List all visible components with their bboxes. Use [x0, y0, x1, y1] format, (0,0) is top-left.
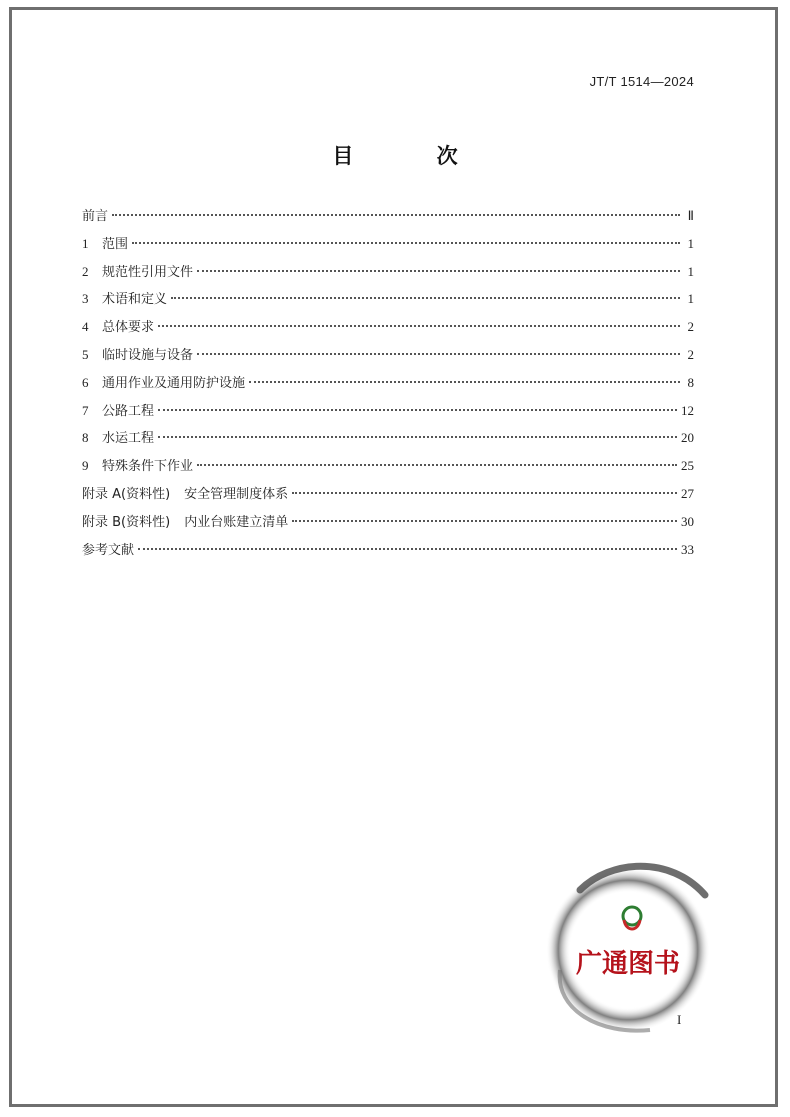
toc-leader-dots [197, 270, 680, 272]
toc-leader-dots [171, 297, 680, 299]
toc-entry-page: 1 [687, 263, 694, 279]
standard-code: JT/T 1514—2024 [589, 74, 694, 89]
toc-entry-number: 9 [82, 458, 89, 474]
toc-entry-page: Ⅱ [687, 208, 694, 223]
toc-entry-number: 6 [82, 374, 89, 390]
toc-entry[interactable] [82, 397, 694, 425]
toc-leader-dots [132, 242, 680, 244]
toc-entry[interactable] [82, 424, 694, 452]
toc-entry-page: 33 [681, 541, 694, 557]
toc-entry[interactable] [82, 202, 694, 230]
toc-leader-dots [249, 381, 680, 383]
toc-entry-number: 4 [82, 319, 89, 335]
toc-leader-dots [138, 548, 677, 550]
toc-entry[interactable] [82, 258, 694, 286]
toc-leader-dots [158, 436, 677, 438]
toc-entry-title: 总体要求 [102, 320, 155, 336]
toc-entry-subtitle: 内业台账建立清单 [184, 514, 289, 530]
table-of-contents [82, 202, 694, 563]
toc-entry-page: 2 [687, 346, 694, 362]
toc-entry-page: 1 [687, 291, 694, 307]
toc-entry-number: 5 [82, 346, 89, 362]
toc-entry-number: 7 [82, 402, 89, 418]
toc-entry-title: 水运工程 [102, 431, 155, 447]
toc-entry[interactable] [82, 341, 694, 369]
toc-leader-dots [292, 520, 677, 522]
toc-entry-title: 参考文献 [82, 542, 135, 558]
toc-leader-dots [158, 409, 677, 411]
toc-entry[interactable] [82, 508, 694, 536]
toc-entry-number: 8 [82, 430, 89, 446]
toc-entry-number: 1 [82, 235, 89, 251]
toc-entry-title: 前言 [82, 209, 109, 224]
toc-entry-title: 特殊条件下作业 [102, 459, 194, 475]
toc-entry-title: 规范性引用文件 [102, 264, 194, 280]
toc-entry[interactable] [82, 536, 694, 564]
toc-entry-subtitle: 安全管理制度体系 [184, 486, 289, 502]
toc-entry[interactable] [82, 285, 694, 313]
toc-entry-title: 附录 B(资料性) [82, 514, 171, 530]
seal-text: 广通图书 [575, 949, 681, 979]
toc-leader-dots [197, 353, 680, 355]
toc-entry-title: 通用作业及通用防护设施 [102, 375, 246, 391]
toc-leader-dots [158, 325, 680, 327]
toc-entry-title: 术语和定义 [102, 292, 168, 308]
toc-entry-page: 27 [681, 485, 694, 501]
toc-entry-title: 范围 [102, 236, 129, 252]
toc-entry[interactable] [82, 452, 694, 480]
toc-entry[interactable] [82, 369, 694, 397]
toc-entry-page: 25 [681, 458, 694, 474]
toc-entry-page: 8 [687, 374, 694, 390]
toc-entry[interactable] [82, 480, 694, 508]
toc-entry-title: 附录 A(资料性) [82, 486, 171, 502]
page-title: 目 次 [332, 144, 496, 168]
toc-entry-title: 公路工程 [102, 403, 155, 419]
toc-entry-number: 2 [82, 263, 89, 279]
publisher-seal [540, 850, 720, 1040]
toc-entry[interactable] [82, 313, 694, 341]
toc-entry-page: 12 [681, 402, 694, 418]
toc-entry-page: 20 [681, 430, 694, 446]
toc-entry-page: 30 [681, 513, 694, 529]
toc-entry-title: 临时设施与设备 [102, 347, 194, 363]
page-number: I [677, 1012, 682, 1027]
toc-entry[interactable] [82, 230, 694, 258]
toc-leader-dots [112, 214, 680, 216]
toc-entry-page: 2 [687, 319, 694, 335]
toc-leader-dots [197, 464, 677, 466]
toc-leader-dots [292, 492, 677, 494]
toc-entry-number: 3 [82, 291, 89, 307]
toc-entry-page: 1 [687, 235, 694, 251]
